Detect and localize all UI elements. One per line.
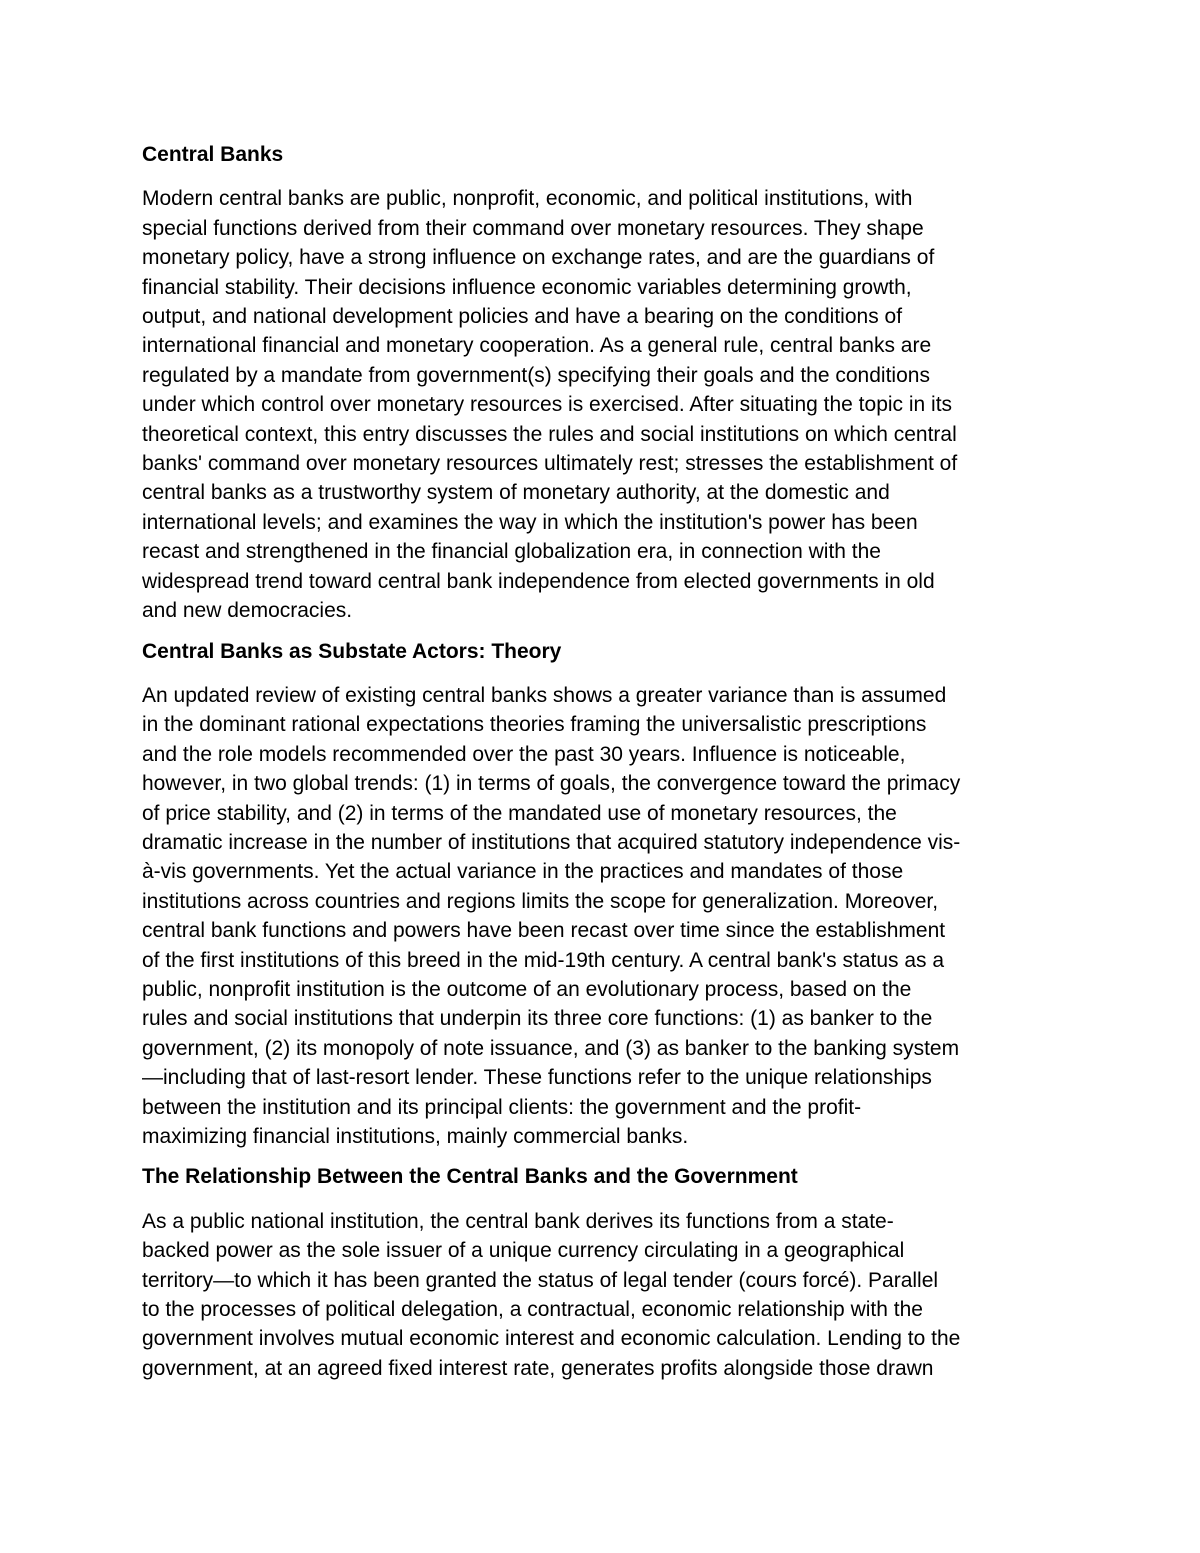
paragraph-line: territory—to which it has been granted the status of legal tender (cours forcé). Parallel (142, 1268, 939, 1292)
section-paragraph (142, 681, 1082, 1152)
paragraph-line: —including that of last-resort lender. These functions refer to the unique relationships (142, 1066, 932, 1090)
paragraph-line: Modern central banks are public, nonprofit, economic, and political institutions, with (142, 187, 913, 211)
paragraph-line: maximizing financial institutions, mainly commercial banks. (142, 1125, 689, 1148)
paragraph-line: government, (2) its monopoly of note issuance, and (3) as banker to the banking system (142, 1036, 960, 1060)
paragraph-line: output, and national development policies and have a bearing on the conditions of (142, 305, 903, 329)
paragraph-line: widespread trend toward central bank independence from elected governments in old (142, 569, 935, 593)
paragraph-line: public, nonprofit institution is the outcome of an evolutionary process, based on the (142, 977, 912, 1001)
paragraph-line: and the role models recommended over the past 30 years. Influence is noticeable, (142, 742, 906, 766)
paragraph-line: regulated by a mandate from government(s) specifying their goals and the conditions (142, 363, 930, 387)
paragraph-line: government, at an agreed fixed interest rate, generates profits alongside those drawn (142, 1356, 934, 1380)
paragraph-line: and new democracies. (142, 599, 353, 623)
paragraph-line: in the dominant rational expectations theories framing the universalistic prescriptions (142, 713, 927, 737)
section-heading: The Relationship Between the Central Banks and the Government (142, 1165, 798, 1189)
section-paragraph (142, 184, 1082, 625)
paragraph-line: recast and strengthened in the financial globalization era, in connection with the (142, 540, 881, 564)
paragraph-line: theoretical context, this entry discusses the rules and social institutions on which central (142, 422, 957, 446)
paragraph-line: backed power as the sole issuer of a unique currency circulating in a geographical (142, 1239, 905, 1263)
paragraph-line: however, in two global trends: (1) in terms of goals, the convergence toward the primacy (142, 772, 961, 796)
paragraph-line: of price stability, and (2) in terms of the mandated use of monetary resources, the (142, 801, 897, 825)
paragraph-line: central bank functions and powers have been recast over time since the establishment (142, 919, 946, 943)
section-paragraph (142, 1207, 1082, 1383)
paragraph-line: rules and social institutions that underpin its three core functions: (1) as banker to the (142, 1007, 933, 1031)
paragraph-line: government involves mutual economic interest and economic calculation. Lending to the (142, 1327, 961, 1351)
paragraph-line: special functions derived from their command over monetary resources. They shape (142, 216, 924, 240)
paragraph-line: international financial and monetary cooperation. As a general rule, central banks are (142, 334, 932, 358)
paragraph-line: between the institution and its principal clients: the government and the profit- (142, 1095, 862, 1119)
paragraph-line: dramatic increase in the number of institutions that acquired statutory independence vis- (142, 830, 961, 854)
paragraph-line: As a public national institution, the central bank derives its functions from a state- (142, 1209, 894, 1233)
document-page (142, 140, 1082, 1394)
paragraph-line: under which control over monetary resources is exercised. After situating the topic in its (142, 393, 953, 417)
section-heading: Central Banks (142, 143, 284, 166)
paragraph-line: financial stability. Their decisions influence economic variables determining growth, (142, 275, 912, 299)
paragraph-line: banks' command over monetary resources ultimately rest; stresses the establishment of (142, 452, 958, 476)
paragraph-line: monetary policy, have a strong influence on exchange rates, and are the guardians of (142, 246, 935, 270)
paragraph-line: central banks as a trustworthy system of monetary authority, at the domestic and (142, 481, 890, 505)
paragraph-line: à-vis governments. Yet the actual variance in the practices and mandates of those (142, 860, 904, 884)
paragraph-line: international levels; and examines the way in which the institution's power has been (142, 510, 918, 534)
section-heading: Central Banks as Substate Actors: Theory (142, 639, 562, 663)
paragraph-line: to the processes of political delegation, a contractual, economic relationship with the (142, 1298, 923, 1322)
paragraph-line: An updated review of existing central banks shows a greater variance than is assumed (142, 683, 947, 707)
paragraph-line: institutions across countries and regions limits the scope for generalization. Moreover, (142, 889, 939, 913)
paragraph-line: of the first institutions of this breed in the mid-19th century. A central bank's status as a (142, 948, 945, 972)
